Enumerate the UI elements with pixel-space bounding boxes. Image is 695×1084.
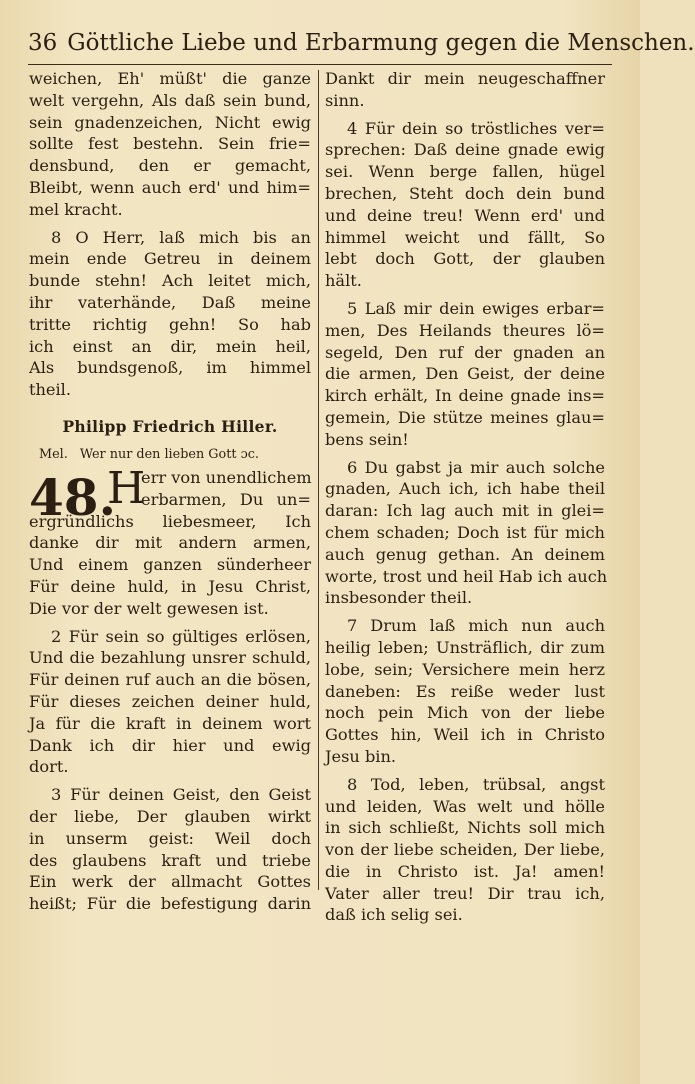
text-line: hält. (325, 271, 362, 291)
text-line: ich einst an dir, mein heil, (29, 336, 311, 356)
text-line: sinn. (325, 90, 365, 110)
text-line: sprechen: Daß deine gnade ewig (325, 140, 605, 160)
text-line: sein gnadenzeichen, Nicht ewig (29, 112, 311, 132)
melody-label: Mel. (39, 446, 68, 462)
text-line: Für deine huld, in Jesu Christ, (29, 576, 311, 596)
text-line: 8 O Herr, laß mich bis an (51, 227, 311, 247)
text-line: lebt doch Gott, der glauben (325, 249, 605, 269)
stanza-2 (29, 626, 311, 779)
text-line: und deine treu! Wenn erd' und (325, 205, 605, 225)
text-line: 7 Drum laß mich nun auch (347, 616, 605, 636)
text-line: gnaden, Auch ich, ich habe theil (325, 479, 605, 499)
text-line: in unserm geist: Weil doch (29, 828, 311, 848)
running-title: Göttliche Liebe und Erbarmung gegen die Menschen. (67, 30, 695, 56)
hymn-author: Philipp Friedrich Hiller. (62, 416, 278, 436)
stanza-3-continued (325, 68, 605, 112)
stanza-4 (325, 118, 605, 292)
stanza-8 (29, 227, 311, 401)
hymn-number: 48. (29, 467, 116, 527)
running-header (28, 28, 695, 62)
text-line: err von unendlichem (141, 467, 312, 487)
text-line: sei. Wenn berge fallen, hügel (325, 162, 605, 182)
text-line: lobe, sein; Versichere mein herz (325, 659, 605, 679)
stanza-8b (325, 774, 605, 927)
text-line: 8 Tod, leben, trübsal, angst (347, 774, 605, 794)
text-line: kirch erhält, In deine gnade ins= (325, 386, 605, 406)
text-line: Jesu bin. (325, 746, 397, 766)
header-rule (28, 64, 612, 65)
text-line: daran: Ich lag auch mit in glei= (325, 501, 605, 521)
page-number: 36 (28, 30, 58, 56)
text-line: worte, trost und heil Hab ich auch (325, 566, 608, 586)
left-column (29, 68, 311, 915)
text-line: insbesonder theil. (325, 588, 473, 608)
text-line: segeld, Den ruf der gnaden an (325, 342, 605, 362)
text-line: daß ich selig sei. (325, 905, 463, 925)
text-line: und leiden, Was welt und hölle (325, 796, 605, 816)
text-line: ergründlichs liebesmeer, Ich (29, 511, 311, 531)
continued-stanza (29, 68, 311, 221)
text-line: die in Christo ist. Ja! amen! (325, 861, 605, 881)
text-line: mein ende Getreu in deinem (29, 249, 311, 269)
text-line: 4 Für dein so tröstliches ver= (347, 118, 605, 138)
text-line: himmel weicht und fällt, So (325, 227, 605, 247)
stanza-5 (325, 298, 605, 451)
hymn-48 (29, 462, 312, 620)
text-line: in sich schließt, Nichts soll mich (325, 818, 605, 838)
text-line: auch genug gethan. An deinem (325, 544, 605, 564)
melody-tune: Wer nur den lieben Gott ɔc. (79, 446, 259, 462)
text-line: gemein, Die stütze meines glau= (325, 407, 605, 427)
text-line: des glaubens kraft und triebe (29, 850, 311, 870)
text-line: Ja für die kraft in deinem wort (29, 713, 311, 733)
text-line: Für dieses zeichen deiner huld, (29, 691, 311, 711)
text-line: der liebe, Der glauben wirkt (29, 806, 311, 826)
stanza-7 (325, 615, 605, 768)
text-line: men, Des Heilands theures lö= (325, 320, 605, 340)
text-line: Gottes hin, Weil ich in Christo (325, 725, 605, 745)
text-line: 3 Für deinen Geist, den Geist (51, 785, 311, 805)
text-line: 6 Du gabst ja mir auch solche (347, 457, 605, 477)
text-line: Vater aller treu! Dir trau ich, (325, 883, 605, 903)
text-line: densbund, den er gemacht, (29, 156, 311, 176)
text-line: Ein werk der allmacht Gottes (29, 872, 311, 892)
melody-line (29, 443, 311, 467)
text-line: daneben: Es reiße weder lust (325, 681, 605, 701)
right-column (325, 68, 608, 926)
text-line: sollte fest bestehn. Sein frie= (29, 134, 311, 154)
text-line: von der liebe scheiden, Der liebe, (325, 840, 605, 860)
text-line: dort. (29, 757, 69, 777)
drop-initial: H (107, 462, 146, 514)
text-line: Als bundsgenoß, im himmel (29, 358, 311, 378)
text-line: danke dir mit andern armen, (29, 533, 311, 553)
text-line: Dankt dir mein neugeschaffner (325, 69, 605, 88)
text-line: tritte richtig gehn! So hab (29, 314, 311, 334)
text-line: Für deinen ruf auch an die bösen, (29, 670, 311, 690)
stanza-3 (29, 784, 311, 915)
text-line: brechen, Steht doch dein bund (325, 183, 605, 203)
text-line: mel kracht. (29, 199, 123, 219)
text-line: Und einem ganzen sünderheer (29, 555, 311, 575)
text-line: chem schaden; Doch ist für mich (325, 522, 605, 542)
text-line: 5 Laß mir dein ewiges erbar= (347, 298, 605, 318)
text-line: weichen, Eh' müßt' die ganze (29, 69, 311, 88)
text-line: theil. (29, 380, 72, 400)
text-line: heißt; Für die befestigung darin (29, 894, 311, 914)
text-line: 2 Für sein so gültiges erlösen, (51, 626, 311, 646)
text-line: Und die bezahlung unsrer schuld, (29, 648, 311, 668)
text-line: bunde stehn! Ach leitet mich, (29, 271, 311, 291)
text-line: Dank ich dir hier und ewig (29, 735, 311, 755)
text-line: die armen, Den Geist, der deine (325, 364, 605, 384)
column-divider (318, 70, 319, 890)
text-line: ihr vaterhände, Daß meine (29, 292, 311, 312)
stanza-6 (325, 457, 608, 610)
text-line: erbarmen, Du un= (141, 489, 311, 509)
text-line: heilig leben; Unsträflich, dir zum (325, 637, 605, 657)
text-line: bens sein! (325, 429, 409, 449)
text-line: Die vor der welt gewesen ist. (29, 598, 269, 618)
text-line: noch pein Mich von der liebe (325, 703, 605, 723)
text-line: Bleibt, wenn auch erd' und him= (29, 177, 311, 197)
text-line: welt vergehn, Als daß sein bund, (29, 90, 311, 110)
